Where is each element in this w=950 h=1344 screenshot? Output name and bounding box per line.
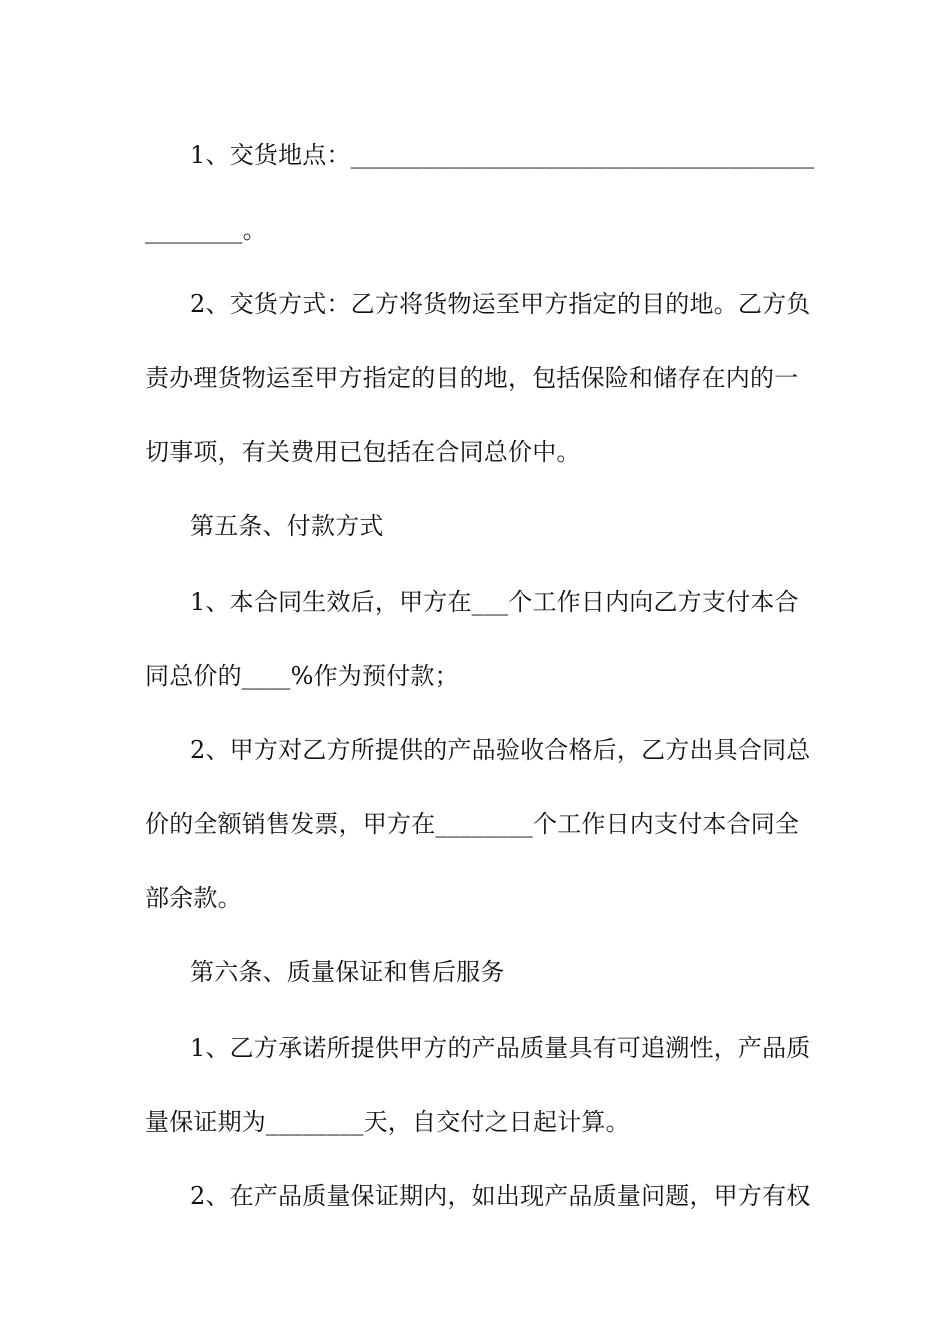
paragraph-line: 同总价的____%作为预付款； [145, 662, 459, 690]
delivery-location-continuation: ________。 [145, 216, 267, 244]
paragraph-line: 责办理货物运至甲方指定的目的地，包括保险和储存在内的一 [145, 364, 799, 392]
section-heading-quality: 第六条、质量保证和售后服务 [190, 958, 505, 986]
paragraph-line: 切事项，有关费用已包括在合同总价中。 [145, 438, 581, 466]
paragraph-line: 部余款。 [145, 884, 242, 912]
paragraph-line: 量保证期为________天，自交付之日起计算。 [145, 1108, 630, 1136]
payment-clause-1-line: 1、本合同生效后，甲方在___个工作日内向乙方支付本合 [190, 588, 799, 616]
quality-clause-2-line: 2、在产品质量保证期内，如出现产品质量问题，甲方有权 [190, 1182, 811, 1210]
delivery-location-line: 1、交货地点：______________________________________ [190, 141, 815, 169]
quality-clause-1-line: 1、乙方承诺所提供甲方的产品质量具有可追溯性，产品质 [190, 1034, 811, 1062]
section-heading-payment: 第五条、付款方式 [190, 512, 384, 540]
payment-clause-2-line: 2、甲方对乙方所提供的产品验收合格后，乙方出具合同总 [190, 736, 811, 764]
paragraph-line: 价的全额销售发票，甲方在________个工作日内支付本合同全 [145, 810, 800, 838]
delivery-method-line: 2、交货方式：乙方将货物运至甲方指定的目的地。乙方负 [190, 290, 811, 318]
